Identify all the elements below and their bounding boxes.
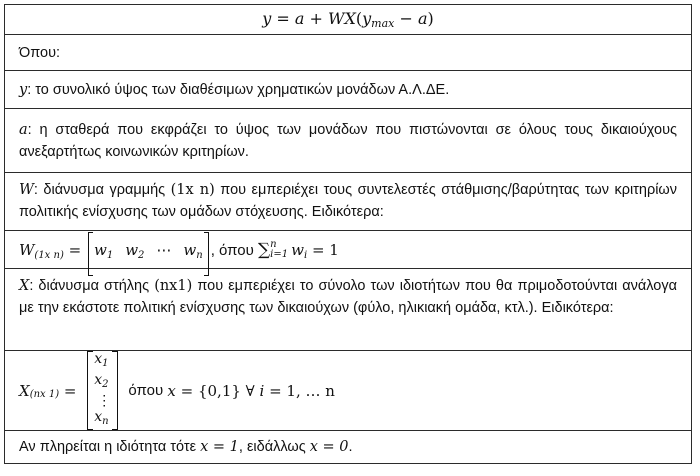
w-element-1: w: [93, 241, 107, 259]
x-definition-text-2: που εμπεριέχει το σύνολο των ιδιοτήτων που θα πριμοδοτούνται ανάλογα με την εκάστοτε πολιτική ενίσχυσης των δικαιούχων (φύλο, ηλικιακή ομάδα, κτλ.). Ειδικότερα:: [19, 278, 677, 316]
equals: =: [271, 9, 295, 28]
var-ymax: y: [362, 9, 372, 28]
minus: −: [394, 9, 418, 28]
w-formula-symbol: W: [19, 241, 35, 259]
condition-set: = {0,1} ∀: [175, 381, 260, 400]
w-definition-row: [5, 173, 691, 231]
w-formula-subscript: (1x n): [34, 250, 64, 261]
where-label: Όπου:: [19, 45, 61, 61]
condition-false: x = 0: [309, 439, 349, 455]
x-cell-ellipsis: ⋮: [97, 393, 112, 409]
x-definition-row: [5, 269, 691, 351]
y-definition-text: : το συνολικό ύψος των διαθέσιμων χρηματικών μονάδων Α.Λ.ΔΕ.: [27, 82, 450, 98]
w-element-n: w: [183, 241, 197, 259]
x-symbol: X: [19, 278, 30, 294]
y-definition-row: [5, 71, 691, 109]
x-cell-1: $x_1$: [94, 351, 109, 369]
ymax-subscript: max: [371, 17, 395, 30]
w-where-text: , όπου: [210, 242, 259, 259]
var-y: y: [262, 9, 272, 28]
w-dimension: (1x n): [170, 182, 215, 198]
x-formula-row: [5, 351, 691, 431]
w-symbol: W: [19, 182, 34, 198]
sum-term-subscript: i: [303, 250, 308, 261]
condition-period: .: [348, 439, 353, 455]
where-row: [5, 35, 691, 71]
condition-range: = 1, … n: [264, 381, 335, 400]
w-element-n-subscript: n: [196, 250, 203, 261]
x-definition-text-1: : διάνυσμα στήλης: [29, 278, 155, 294]
w-element-1-subscript: 1: [106, 250, 114, 261]
a-definition-text: : η σταθερά που εκφράζει το ύψος των μονάδων που πιστώνονται σε όλους τους δικαιούχους ανεξαρτήτως κοινωνικών κριτηρίων.: [19, 122, 677, 160]
main-formula-row: [5, 5, 691, 35]
x-formula-symbol: X: [19, 381, 30, 400]
w-element-2-subscript: 2: [138, 250, 145, 261]
condition-i: i: [259, 381, 265, 400]
a-definition-row: [5, 109, 691, 173]
condition-sentence-row: [5, 431, 691, 463]
condition-text-2: , ειδάλλως: [238, 439, 310, 455]
w-ellipsis: ⋯: [156, 241, 172, 259]
w-definition-text-1: : διάνυσμα γραμμής: [33, 182, 171, 198]
var-a: a: [294, 9, 305, 28]
x-column-vector: [87, 351, 118, 430]
x-formula-subscript: (nx 1): [29, 389, 60, 400]
x-dimension: (nx1): [154, 278, 193, 294]
a-symbol: a: [19, 122, 28, 138]
w-element-2: w: [125, 241, 139, 259]
w-equals: =: [63, 241, 86, 259]
paren-open: (: [355, 9, 363, 28]
sum-upper-limit: n: [270, 239, 277, 250]
sum-lower-limit: i=1: [270, 249, 289, 260]
condition-x: x: [167, 381, 176, 400]
y-symbol: y: [19, 82, 28, 98]
x-cell-n: $x_n$: [94, 409, 109, 427]
paren-close: ): [427, 9, 434, 28]
var-wx: WX: [328, 9, 356, 28]
condition-text-1: Αν πληρείται η ιδιότητα τότε: [19, 439, 201, 455]
plus: +: [304, 9, 329, 28]
sum-equals-one: = 1: [307, 241, 339, 259]
sum-term: w: [291, 241, 304, 259]
x-cell-2: $x_2$: [94, 372, 109, 390]
x-equals: =: [59, 381, 82, 400]
w-formula-row: [5, 231, 691, 269]
formula-box: [4, 4, 692, 464]
condition-true: x = 1: [200, 439, 239, 455]
w-definition-text-2: που εμπεριέχει τους συντελεστές στάθμισης/βαρύτητας των κριτηρίων πολιτικής ενίσχυσης των ομάδων στόχευσης. Ειδικότερα:: [19, 182, 677, 220]
sum-symbol: ∑: [258, 240, 271, 260]
var-a-2: a: [417, 9, 428, 28]
x-where-text: όπου: [124, 382, 168, 399]
